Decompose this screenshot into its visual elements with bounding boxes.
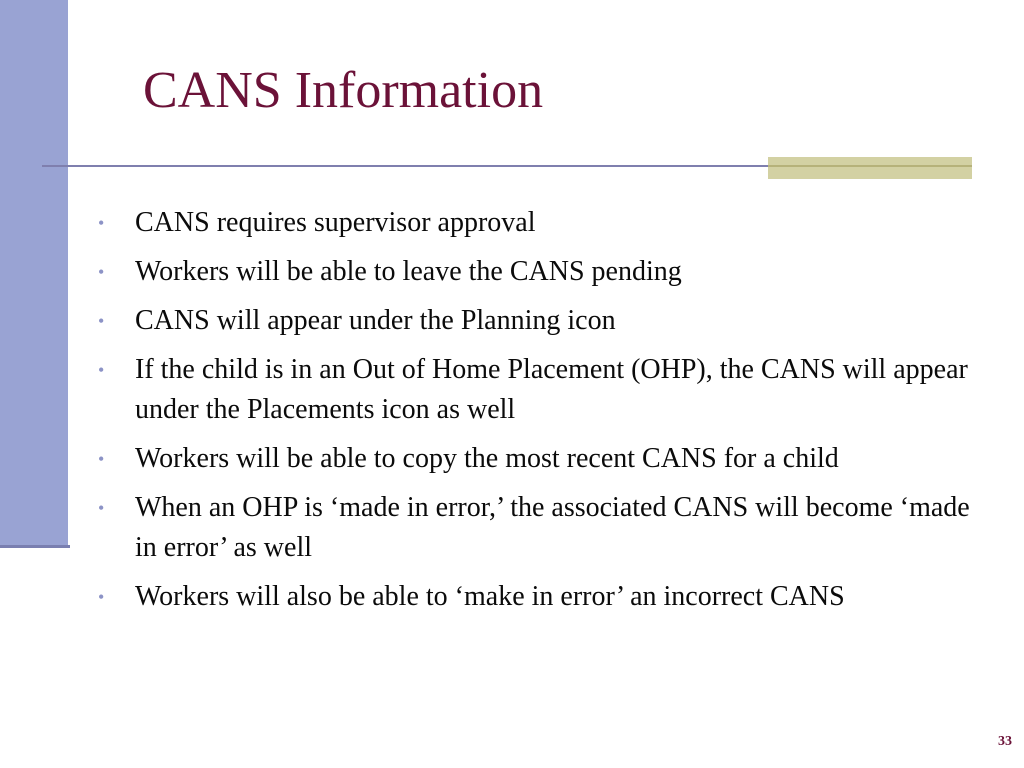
bullet-text: If the child is in an Out of Home Placement (OHP), the CANS will appear under the Placements icon as well <box>135 354 968 425</box>
bullet-text: Workers will be able to leave the CANS pending <box>135 256 682 287</box>
accent-band-line <box>768 165 972 167</box>
bullet-text: Workers will also be able to ‘make in error’ an incorrect CANS <box>135 581 845 612</box>
bullet-text: When an OHP is ‘made in error,’ the associated CANS will become ‘made in error’ as well <box>135 492 970 563</box>
bullet-dot-icon: • <box>98 262 105 282</box>
side-decorative-bar <box>0 0 68 545</box>
bullet-item <box>98 203 988 243</box>
bullet-dot-icon: • <box>98 587 105 607</box>
side-bar-edge <box>0 545 70 548</box>
bullet-dot-icon: • <box>98 449 105 469</box>
bullet-dot-icon: • <box>98 360 105 380</box>
accent-band <box>768 157 972 179</box>
bullet-item <box>98 301 988 341</box>
bullet-item <box>98 252 988 292</box>
bullet-text: CANS requires supervisor approval <box>135 207 536 238</box>
bullet-dot-icon: • <box>98 498 105 518</box>
bullet-dot-icon: • <box>98 311 105 331</box>
bullet-item <box>98 350 988 430</box>
bullet-text: Workers will be able to copy the most recent CANS for a child <box>135 443 839 474</box>
bullet-item <box>98 439 988 479</box>
bullet-text: CANS will appear under the Planning icon <box>135 305 616 336</box>
title-divider-line <box>42 165 770 167</box>
bullet-dot-icon: • <box>98 213 105 233</box>
bullet-item <box>98 577 988 617</box>
bullet-list <box>98 203 988 626</box>
slide-title: CANS Information <box>143 62 544 119</box>
bullet-item <box>98 488 988 568</box>
page-number: 33 <box>998 734 1012 749</box>
